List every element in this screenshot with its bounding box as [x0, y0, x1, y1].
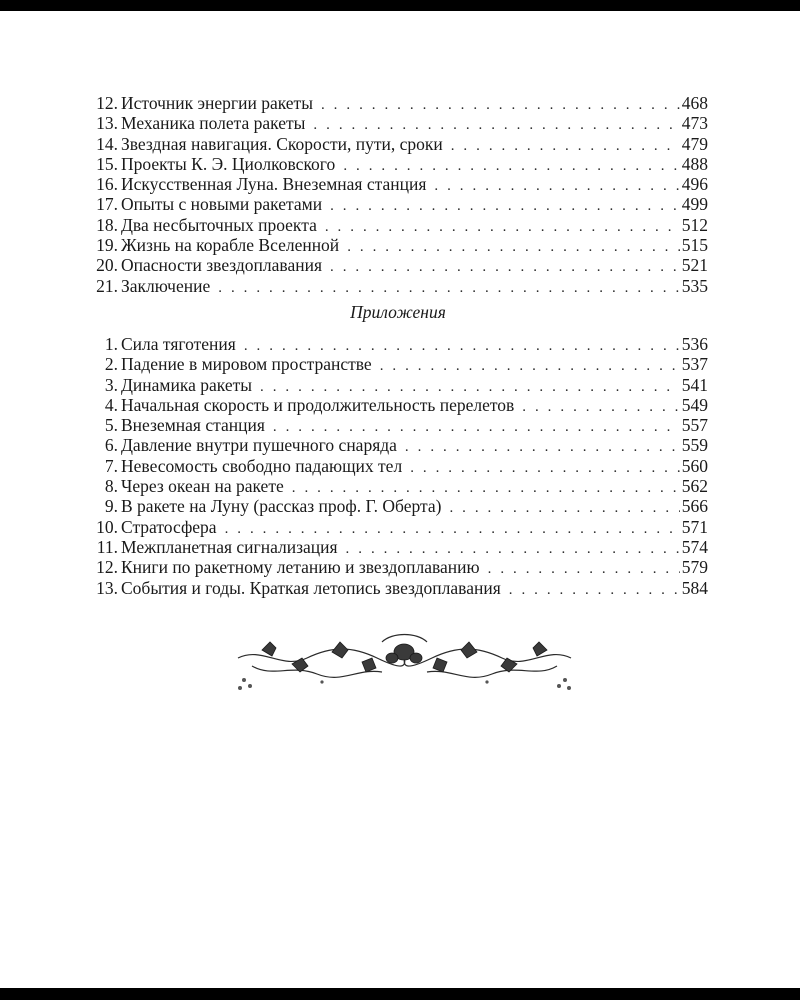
entry-number: 2.	[104, 354, 118, 375]
entry-title: Жизнь на корабле Вселенной	[121, 235, 340, 256]
entry-number: 17.	[96, 194, 118, 215]
dot-leader	[292, 478, 680, 498]
dot-leader	[321, 95, 680, 115]
chapter-row	[88, 235, 708, 255]
appendix-row	[88, 578, 708, 598]
entry-title: В ракете на Луну (рассказ проф. Г. Оберта)	[121, 496, 442, 517]
entry-page: 562	[681, 476, 708, 497]
chapter-row	[88, 255, 708, 275]
entry-page: 541	[681, 374, 708, 395]
appendix-row	[88, 375, 708, 395]
dot-leader	[405, 437, 680, 457]
entry-number: 1.	[104, 333, 118, 354]
dot-leader	[509, 580, 680, 600]
dot-leader	[410, 458, 680, 478]
dot-leader	[343, 156, 679, 176]
entry-page: 584	[681, 577, 708, 598]
entry-number: 9.	[104, 496, 118, 517]
dot-leader	[244, 336, 680, 356]
entry-page: 571	[681, 516, 708, 537]
dot-leader	[218, 278, 680, 298]
entry-page: 535	[681, 275, 708, 296]
entry-number: 12.	[96, 93, 118, 113]
entry-page: 574	[681, 536, 708, 557]
chapter-list	[88, 93, 708, 296]
entry-title: Динамика ракеты	[121, 374, 253, 395]
entry-page: 549	[681, 394, 708, 415]
entry-page: 537	[681, 354, 708, 375]
entry-number: 15.	[96, 153, 118, 174]
dot-leader	[449, 498, 679, 518]
chapter-row	[88, 154, 708, 174]
dot-leader	[451, 136, 680, 156]
entry-page: 468	[681, 93, 708, 113]
entry-page: 473	[681, 113, 708, 134]
entry-title: Начальная скорость и продолжительность перелетов	[121, 394, 515, 415]
entry-number: 12.	[96, 557, 118, 578]
entry-number: 4.	[104, 394, 118, 415]
dot-leader	[325, 217, 680, 237]
entry-page: 536	[681, 333, 708, 354]
chapter-row	[88, 215, 708, 235]
entry-number: 8.	[104, 476, 118, 497]
entry-title: Внеземная станция	[121, 415, 265, 436]
dot-leader	[380, 356, 680, 376]
dot-leader	[330, 257, 680, 277]
entry-page: 499	[681, 194, 708, 215]
dot-leader	[273, 417, 680, 437]
entry-number: 6.	[104, 435, 118, 456]
entry-title: Сила тяготения	[121, 333, 236, 354]
entry-title: Звездная навигация. Скорости, пути, сроки	[121, 133, 443, 154]
entry-page: 488	[681, 153, 708, 174]
entry-page: 521	[681, 255, 708, 276]
dot-leader	[313, 115, 679, 135]
entry-page: 479	[681, 133, 708, 154]
entry-page: 515	[681, 235, 708, 256]
dot-leader	[330, 196, 680, 216]
entry-number: 5.	[104, 415, 118, 436]
appendix-row	[88, 496, 708, 516]
entry-number: 3.	[104, 374, 118, 395]
entry-title: Книги по ракетному летанию и звездоплаванию	[121, 557, 480, 578]
entry-number: 7.	[104, 455, 118, 476]
chapter-row	[88, 113, 708, 133]
dot-leader	[225, 519, 680, 539]
appendix-row	[88, 354, 708, 374]
chapter-row	[88, 194, 708, 214]
bottom-border	[0, 988, 800, 1000]
entry-title: Опыты с новыми ракетами	[121, 194, 323, 215]
entry-title: Невесомость свободно падающих тел	[121, 455, 403, 476]
entry-title: События и годы. Краткая летопись звездоплавания	[121, 577, 501, 598]
entry-page: 512	[681, 214, 708, 235]
appendix-row	[88, 476, 708, 496]
entry-number: 10.	[96, 516, 118, 537]
entry-page: 559	[681, 435, 708, 456]
entry-number: 11.	[96, 536, 118, 557]
dot-leader	[488, 559, 680, 579]
entry-number: 14.	[96, 133, 118, 154]
entry-title: Через океан на ракете	[121, 476, 284, 497]
entry-page: 579	[681, 557, 708, 578]
chapter-row	[88, 276, 708, 296]
entry-title: Стратосфера	[121, 516, 217, 537]
dot-leader	[260, 377, 680, 397]
entry-page: 496	[681, 174, 708, 195]
appendix-row	[88, 395, 708, 415]
dot-leader	[522, 397, 679, 417]
appendix-list	[88, 334, 708, 598]
appendix-row	[88, 557, 708, 577]
entry-number: 20.	[96, 255, 118, 276]
dot-leader	[434, 176, 679, 196]
entry-number: 18.	[96, 214, 118, 235]
entry-title: Два несбыточных проекта	[121, 214, 317, 235]
entry-title: Давление внутри пушечного снаряда	[121, 435, 397, 456]
appendix-row	[88, 537, 708, 557]
entry-number: 13.	[96, 577, 118, 598]
dot-leader	[347, 237, 680, 257]
appendix-row	[88, 456, 708, 476]
entry-title: Заключение	[121, 275, 211, 296]
entry-title: Опасности звездоплавания	[121, 255, 322, 276]
entry-title: Источник энергии ракеты	[121, 93, 313, 113]
top-border	[0, 0, 800, 11]
entry-title: Искусственная Луна. Внеземная станция	[121, 174, 427, 195]
entry-page: 566	[681, 496, 708, 517]
table-of-contents	[88, 93, 708, 598]
entry-number: 13.	[96, 113, 118, 134]
chapter-row	[88, 134, 708, 154]
appendix-row	[88, 517, 708, 537]
entry-number: 21.	[96, 275, 118, 296]
dot-leader	[346, 539, 680, 559]
entry-title: Проекты К. Э. Циолковского	[121, 153, 336, 174]
appendix-row	[88, 435, 708, 455]
appendix-heading: Приложения	[350, 301, 446, 322]
chapter-row	[88, 174, 708, 194]
entry-number: 19.	[96, 235, 118, 256]
entry-title: Межпланетная сигнализация	[121, 536, 338, 557]
appendix-row	[88, 415, 708, 435]
entry-title: Механика полета ракеты	[121, 113, 306, 134]
entry-title: Падение в мировом пространстве	[121, 354, 372, 375]
floral-vine-ornament-icon	[232, 628, 577, 694]
entry-page: 557	[681, 415, 708, 436]
chapter-row	[88, 93, 708, 113]
entry-number: 16.	[96, 174, 118, 195]
entry-page: 560	[681, 455, 708, 476]
appendix-row	[88, 334, 708, 354]
